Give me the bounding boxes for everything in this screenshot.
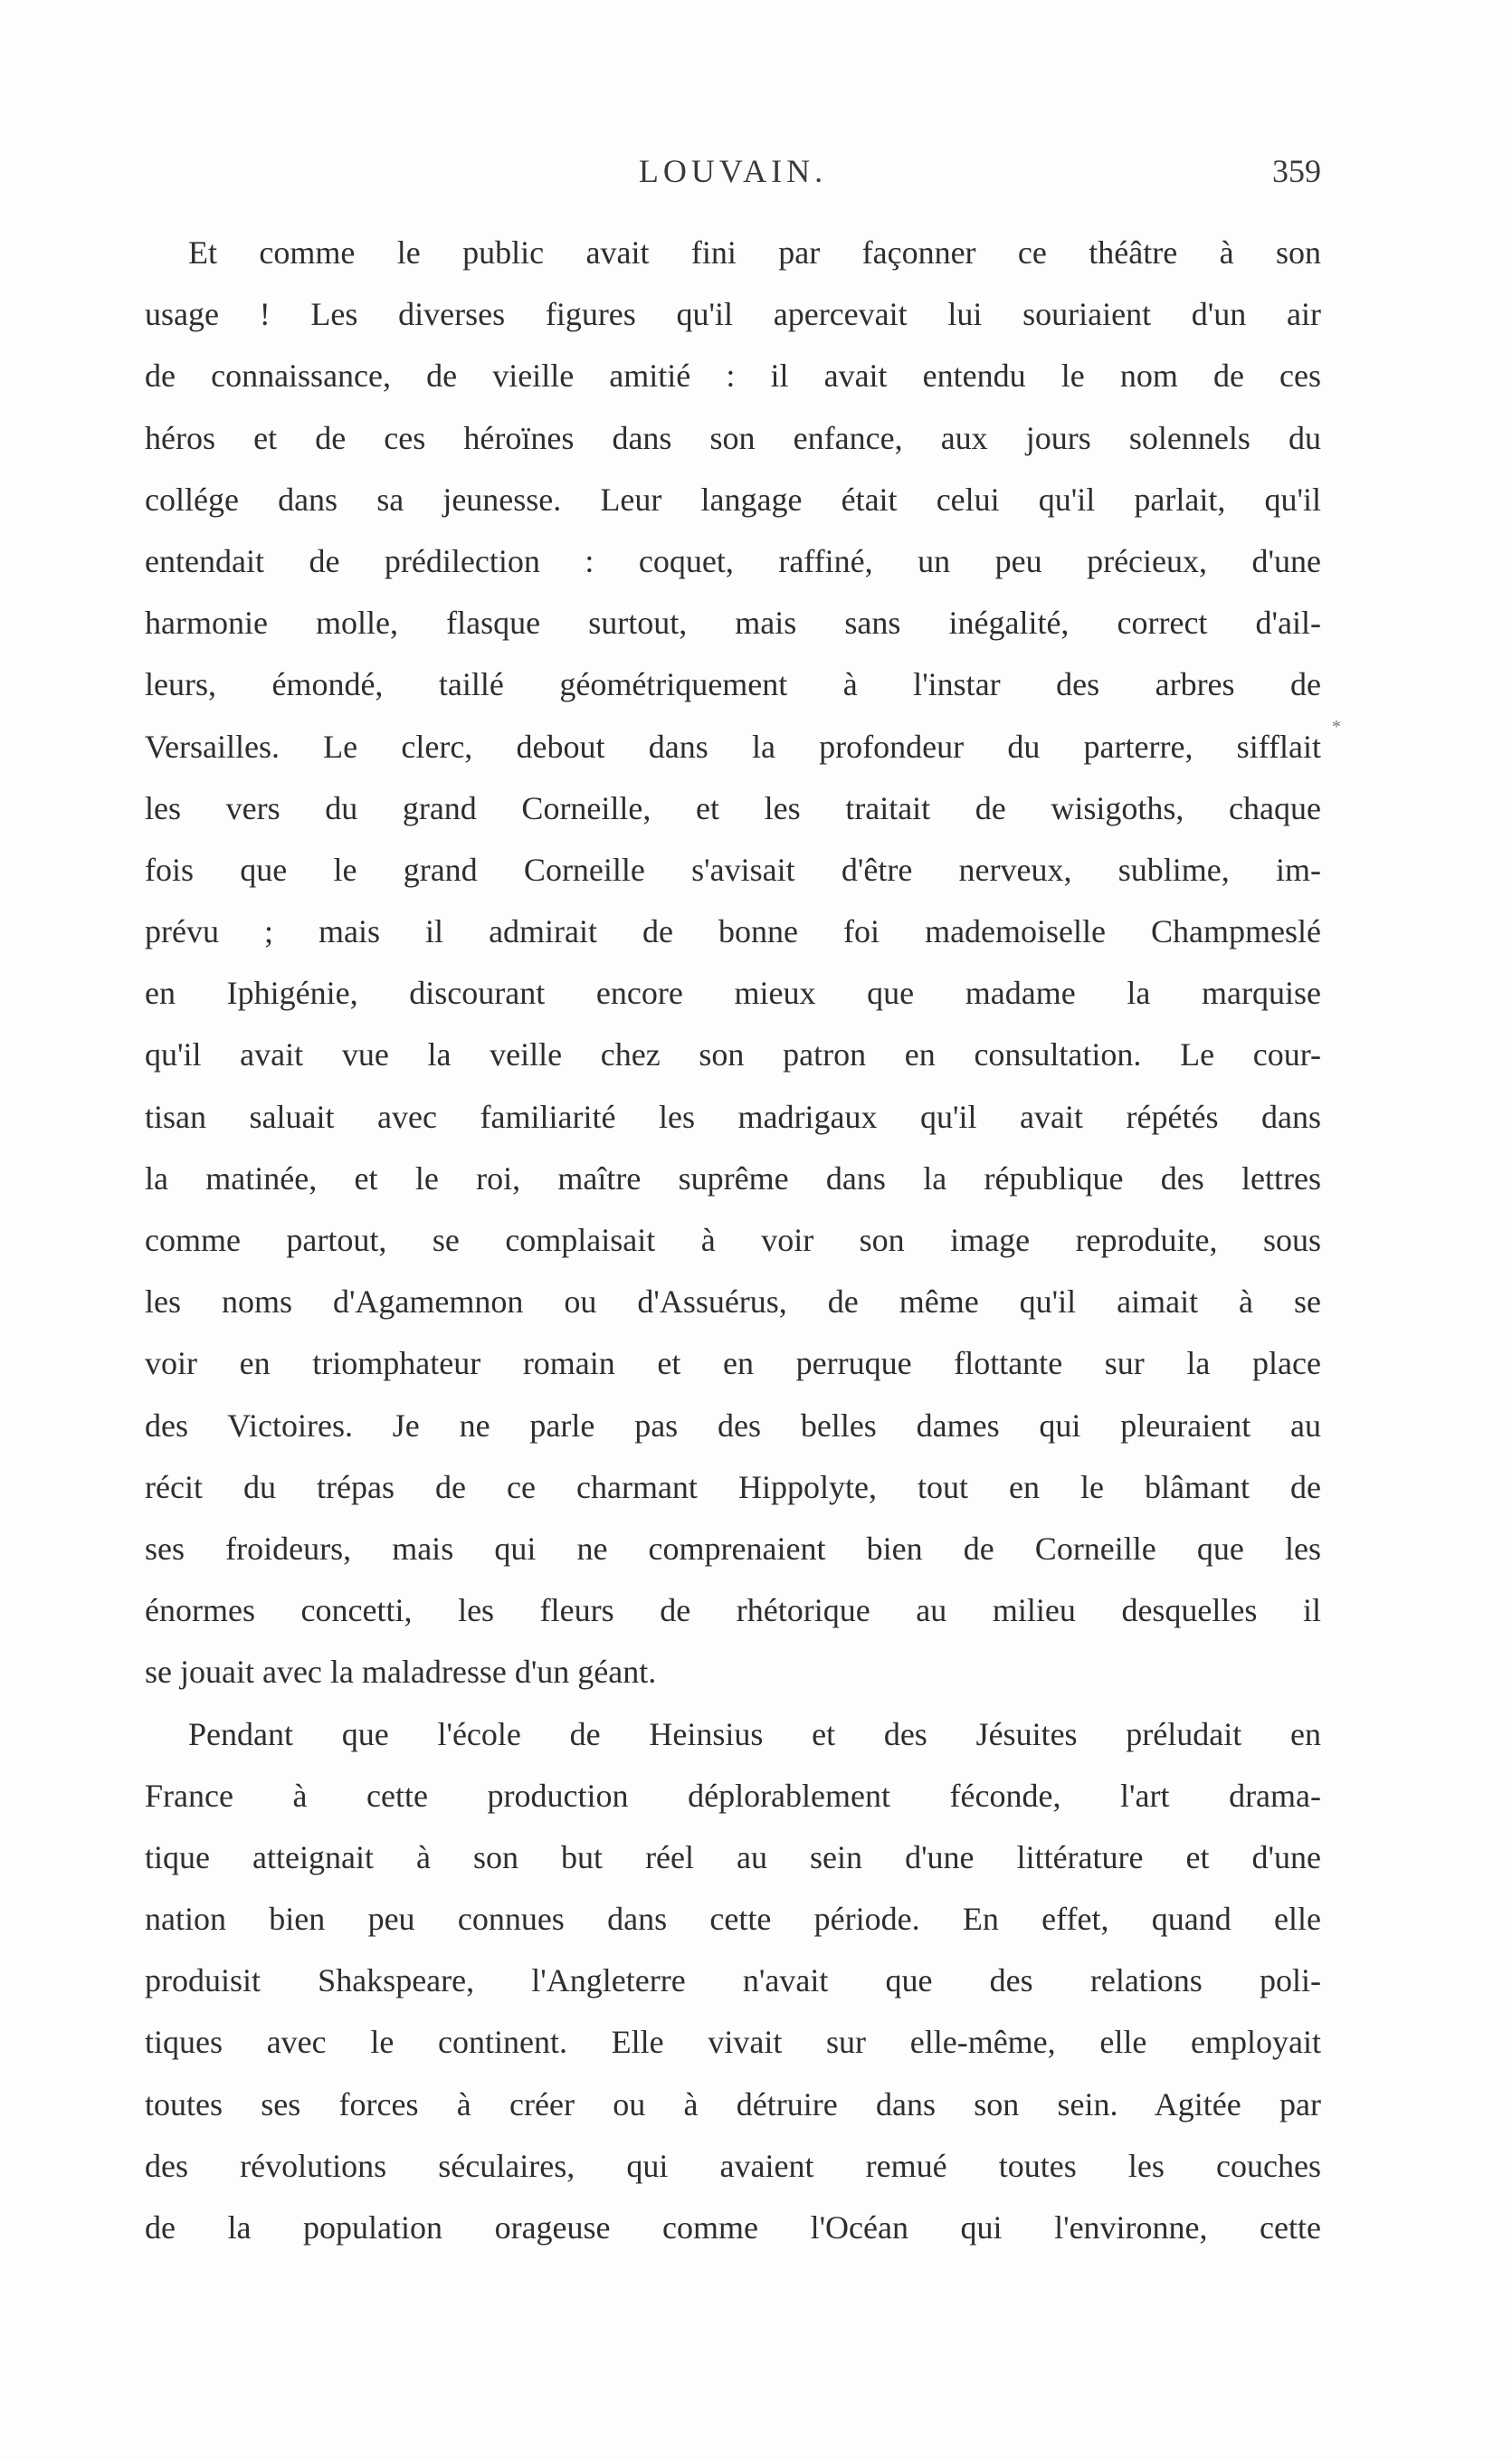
text-line: des Victoires. Je ne parle pas des belles dames qui pleuraient au [145, 1407, 1321, 1444]
text-line: ses froideurs, mais qui ne comprenaient bien de Corneille que les [145, 1530, 1321, 1567]
text-line: harmonie molle, flasque surtout, mais sans inégalité, correct d'ail- [145, 605, 1321, 642]
text-line: en Iphigénie, discourant encore mieux que madame la marquise [145, 975, 1321, 1012]
text-line: héros et de ces héroïnes dans son enfance, aux jours solennels du [145, 419, 1321, 456]
text-line: les noms d'Agamemnon ou d'Assuérus, de même qu'il aimait à se [145, 1283, 1321, 1321]
paragraph [145, 1703, 1321, 2259]
text-line: France à cette production déplorablement féconde, l'art drama- [145, 1777, 1321, 1814]
text-line: Versailles. Le clerc, debout dans la profondeur du parterre, sifflait [145, 728, 1321, 765]
running-title: LOUVAIN. [638, 153, 828, 189]
text-line: récit du trépas de ce charmant Hippolyte, tout en le blâmant de [145, 1468, 1321, 1505]
text-line: les vers du grand Corneille, et les traitait de wisigoths, chaque [145, 789, 1321, 826]
text-line: nation bien peu connues dans cette période. En effet, quand elle [145, 1901, 1321, 1938]
text-line: collége dans sa jeunesse. Leur langage était celui qu'il parlait, qu'il [145, 481, 1321, 518]
text-line: fois que le grand Corneille s'avisait d'être nerveux, sublime, im- [145, 851, 1321, 888]
text-line: leurs, émondé, taillé géométriquement à l'instar des arbres de [145, 666, 1321, 703]
text-line: qu'il avait vue la veille chez son patron en consultation. Le cour- [145, 1036, 1321, 1073]
text-line: énormes concetti, les fleurs de rhétorique au milieu desquelles il [145, 1592, 1321, 1629]
text-line: de connaissance, de vieille amitié : il avait entendu le nom de ces [145, 358, 1321, 395]
body-text [145, 222, 1321, 2258]
text-line: produisit Shakspeare, l'Angleterre n'avait que des relations poli- [145, 1962, 1321, 1999]
text-line: voir en triomphateur romain et en perruque flottante sur la place [145, 1345, 1321, 1382]
text-line: Et comme le public avait fini par façonner ce théâtre à son [188, 234, 1321, 271]
text-line: comme partout, se complaisait à voir son image reproduite, sous [145, 1222, 1321, 1258]
text-line: se jouait avec la maladresse d'un géant. [145, 1654, 657, 1691]
text-line: entendait de prédilection : coquet, raffiné, un peu précieux, d'une [145, 542, 1321, 579]
margin-mark: * [1332, 717, 1341, 737]
text-line: tisan saluait avec familiarité les madrigaux qu'il avait répétés dans [145, 1098, 1321, 1135]
text-line: toutes ses forces à créer ou à détruire dans son sein. Agitée par [145, 2085, 1321, 2122]
text-line: des révolutions séculaires, qui avaient remué toutes les couches [145, 2147, 1321, 2184]
running-head [145, 152, 1321, 196]
page-number: 359 [1272, 153, 1321, 189]
text-line: tique atteignait à son but réel au sein d'une littérature et d'une [145, 1838, 1321, 1875]
text-line: Pendant que l'école de Heinsius et des Jésuites préludait en [188, 1715, 1321, 1752]
paragraph [145, 222, 1321, 1703]
text-line: tiques avec le continent. Elle vivait sur elle-même, elle employait [145, 2024, 1321, 2061]
text-line: de la population orageuse comme l'Océan qui l'environne, cette [145, 2209, 1321, 2246]
text-line: usage ! Les diverses figures qu'il apercevait lui souriaient d'un air [145, 296, 1321, 333]
text-line: prévu ; mais il admirait de bonne foi mademoiselle Champmeslé [145, 913, 1321, 950]
text-line: la matinée, et le roi, maître suprême dans la république des lettres [145, 1159, 1321, 1197]
